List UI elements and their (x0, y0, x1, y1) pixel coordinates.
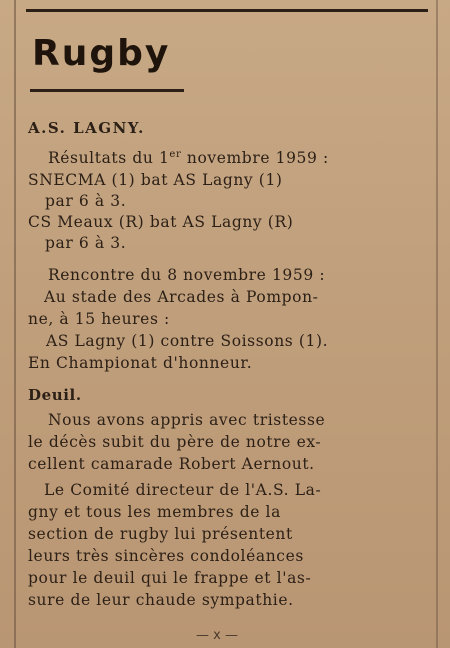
deuil-line-8: pour le deuil qui le frappe et l'as- (28, 569, 312, 587)
results-line-1: Résultats du 1er novembre 1959 : (48, 148, 329, 167)
results-line-3: par 6 à 3. (45, 192, 127, 210)
results-line-2: SNECMA (1) bat AS Lagny (1) (28, 171, 283, 189)
column-rule-left (14, 0, 16, 648)
deuil-heading: Deuil. (28, 386, 82, 404)
club-heading: A.S. LAGNY. (28, 119, 145, 137)
title-underline (30, 89, 184, 92)
end-separator: — x — (196, 628, 238, 643)
top-rule (26, 9, 428, 12)
match-line-1: Rencontre du 8 novembre 1959 : (48, 266, 326, 284)
deuil-line-7: leurs très sincères condoléances (28, 547, 304, 565)
match-line-4: AS Lagny (1) contre Soissons (1). (46, 332, 329, 350)
deuil-line-3: cellent camarade Robert Aernout. (28, 455, 315, 473)
article-title: Rugby (32, 33, 171, 74)
column-rule-right (436, 0, 438, 648)
deuil-line-2: le décès subit du père de notre ex- (28, 433, 322, 451)
match-line-3: ne, à 15 heures : (28, 310, 170, 328)
results-line-5: par 6 à 3. (45, 234, 127, 252)
deuil-line-4: Le Comité directeur de l'A.S. La- (44, 481, 322, 499)
match-line-5: En Championat d'honneur. (28, 354, 253, 372)
deuil-line-6: section de rugby lui présentent (28, 525, 293, 543)
match-line-2: Au stade des Arcades à Pompon- (44, 288, 319, 306)
results-line-4: CS Meaux (R) bat AS Lagny (R) (28, 213, 294, 231)
deuil-line-5: gny et tous les membres de la (28, 503, 281, 521)
deuil-line-1: Nous avons appris avec tristesse (48, 411, 326, 429)
deuil-line-9: sure de leur chaude sympathie. (28, 591, 294, 609)
